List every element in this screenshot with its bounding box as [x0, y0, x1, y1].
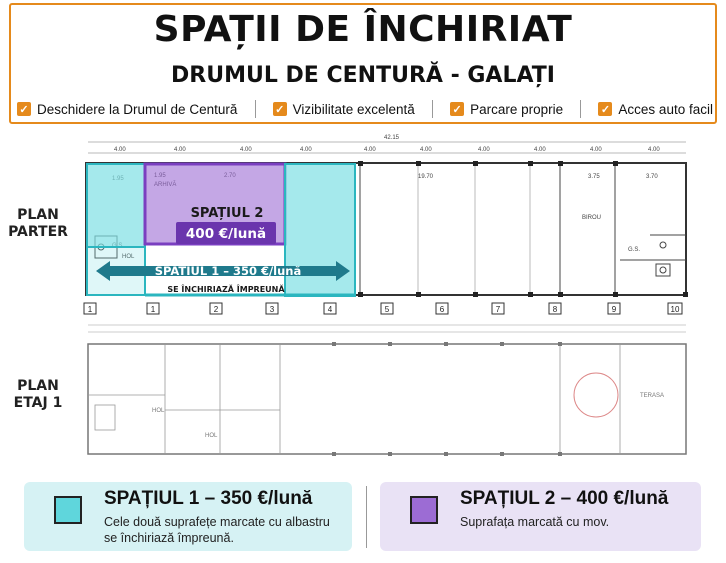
- spatiu2-price: 400 €/lună: [185, 226, 267, 242]
- header-banner: [9, 3, 717, 124]
- spatiu1-area-a: [87, 164, 145, 247]
- svg-text:4.00: 4.00: [300, 147, 312, 153]
- svg-text:3.70: 3.70: [646, 174, 658, 180]
- plan-parter-label: PLAN PARTER: [8, 207, 68, 240]
- svg-text:8: 8: [552, 305, 558, 314]
- svg-text:19.70: 19.70: [418, 174, 434, 180]
- check-icon: ✓: [273, 102, 287, 116]
- svg-text:4.00: 4.00: [478, 147, 490, 153]
- svg-text:10: 10: [670, 305, 680, 314]
- svg-text:4.00: 4.00: [590, 147, 602, 153]
- svg-text:4.00: 4.00: [364, 147, 376, 153]
- divider: [432, 100, 433, 118]
- feature-item: ✓ Deschidere la Drumul de Centură: [17, 102, 237, 117]
- svg-text:4.00: 4.00: [174, 147, 186, 153]
- divider: [255, 100, 256, 118]
- card1-desc: Cele două suprafețe marcate cu albastru se închiriază împreună.: [104, 515, 330, 545]
- svg-text:6: 6: [439, 305, 445, 314]
- spatiu1-note: SE ÎNCHIRIAZĂ ÎMPREUNĂ: [167, 285, 285, 294]
- svg-text:4.00: 4.00: [648, 147, 660, 153]
- spatiu1-swatch: [54, 496, 82, 524]
- total-dimension: 42.15: [384, 135, 400, 141]
- svg-text:G.S.: G.S.: [628, 247, 641, 253]
- svg-text:3: 3: [269, 305, 275, 314]
- svg-text:4.00: 4.00: [534, 147, 546, 153]
- page-subtitle: DRUMUL DE CENTURĂ - GALAȚI: [171, 63, 555, 88]
- svg-text:BIROU: BIROU: [582, 215, 602, 221]
- card2-desc: Suprafața marcată cu mov.: [460, 515, 610, 529]
- svg-text:3.75: 3.75: [588, 174, 600, 180]
- first-floor-plan: [88, 325, 686, 456]
- feature-item: ✓ Acces auto facil: [598, 102, 713, 117]
- divider: [580, 100, 581, 118]
- page-title: SPAȚII DE ÎNCHIRIAT: [153, 9, 573, 50]
- svg-text:9: 9: [611, 305, 617, 314]
- svg-text:4.00: 4.00: [114, 147, 126, 153]
- svg-text:4.00: 4.00: [420, 147, 432, 153]
- svg-text:4: 4: [327, 305, 333, 314]
- svg-text:7: 7: [495, 305, 501, 314]
- spatiu2-card: [380, 482, 701, 551]
- card1-title: SPAȚIUL 1 – 350 €/lună: [104, 488, 313, 509]
- svg-text:1: 1: [87, 305, 93, 314]
- divider: [366, 486, 367, 548]
- svg-text:2: 2: [213, 305, 219, 314]
- floor-plans: [0, 128, 726, 474]
- spatiu1-label: SPAȚIUL 1 – 350 €/lună: [154, 264, 302, 278]
- svg-text:5: 5: [384, 305, 390, 314]
- check-icon: ✓: [598, 102, 612, 116]
- check-icon: ✓: [450, 102, 464, 116]
- card2-title: SPAȚIUL 2 – 400 €/lună: [460, 488, 669, 509]
- svg-text:1: 1: [150, 305, 156, 314]
- svg-text:HOL: HOL: [152, 408, 165, 414]
- check-icon: ✓: [17, 102, 31, 116]
- svg-text:TERASA: TERASA: [640, 393, 665, 399]
- plan-etaj-label: PLAN ETAJ 1: [13, 378, 63, 411]
- spatiu2-swatch: [410, 496, 438, 524]
- svg-text:4.00: 4.00: [240, 147, 252, 153]
- axis-markers: [84, 303, 682, 314]
- svg-text:HOL: HOL: [122, 254, 135, 260]
- feature-item: ✓ Parcare proprie: [450, 102, 563, 117]
- features-list: [17, 97, 713, 121]
- spatiu2-label: SPAȚIUL 2: [190, 206, 264, 221]
- svg-text:HOL: HOL: [205, 433, 218, 439]
- spatiu1-card: [24, 482, 352, 551]
- feature-item: ✓ Vizibilitate excelentă: [273, 102, 415, 117]
